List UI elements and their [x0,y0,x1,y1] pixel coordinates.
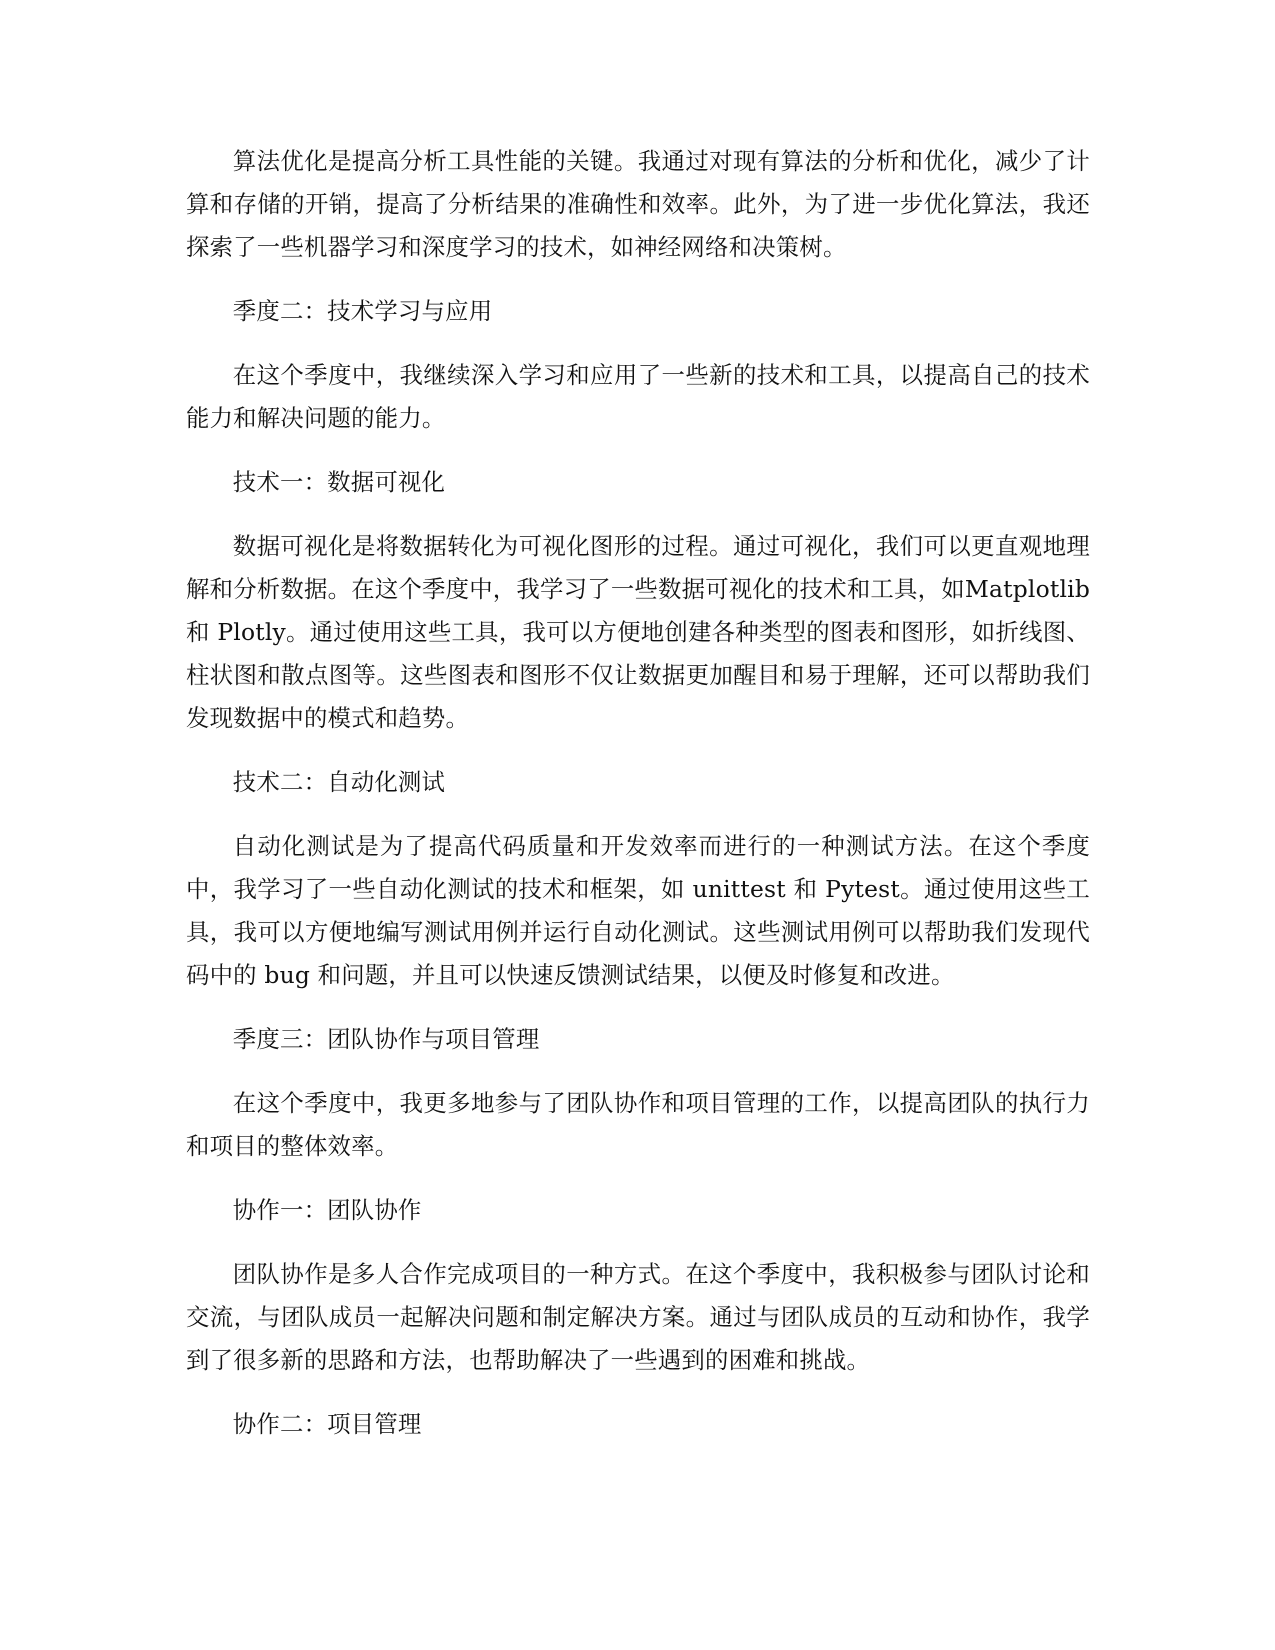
heading-quarter-three: 季度三：团队协作与项目管理 [232,1025,540,1053]
paragraph-data-visualization: 数据可视化是将数据转化为可视化图形的过程。通过可视化，我们可以更直观地理解和分析数据。在这个季度中，我学习了一些数据可视化的技术和工具，如Matplotlib 和 Plotly。通过使用这些工具，我可以方便地创建各种类型的图表和图形，如折线图、柱状图和散点图等。这些图表和图形不仅让数据更加醒目和易于理解，还可以帮助我们发现数据中的模式和趋势。 [186,532,1090,732]
paragraph-team-collaboration: 团队协作是多人合作完成项目的一种方式。在这个季度中，我积极参与团队讨论和交流，与团队成员一起解决问题和制定解决方案。通过与团队成员的互动和协作，我学到了很多新的思路和方法，也帮助解决了一些遇到的困难和挑战。 [186,1260,1090,1374]
paragraph-quarter-two-intro: 在这个季度中，我继续深入学习和应用了一些新的技术和工具，以提高自己的技术能力和解决问题的能力。 [186,361,1090,432]
paragraph-automated-testing: 自动化测试是为了提高代码质量和开发效率而进行的一种测试方法。在这个季度中，我学习了一些自动化测试的技术和框架，如 unittest 和 Pytest。通过使用这些工具，我可以方便地编写测试用例并运行自动化测试。这些测试用例可以帮助我们发现代码中的 bug 和问题，并且可以快速反馈测试结果，以便及时修复和改进。 [186,832,1090,989]
heading-collab-two: 协作二：项目管理 [232,1410,422,1438]
heading-quarter-two: 季度二：技术学习与应用 [232,297,493,325]
heading-collab-one: 协作一：团队协作 [232,1196,422,1224]
paragraph-quarter-three-intro: 在这个季度中，我更多地参与了团队协作和项目管理的工作，以提高团队的执行力和项目的整体效率。 [186,1089,1090,1160]
document-body [186,140,1090,1467]
heading-tech-one: 技术一：数据可视化 [232,468,446,496]
heading-tech-two: 技术二：自动化测试 [232,768,446,796]
paragraph-algorithm-optimization: 算法优化是提高分析工具性能的关键。我通过对现有算法的分析和优化，减少了计算和存储的开销，提高了分析结果的准确性和效率。此外，为了进一步优化算法，我还探索了一些机器学习和深度学习的技术，如神经网络和决策树。 [186,147,1090,261]
